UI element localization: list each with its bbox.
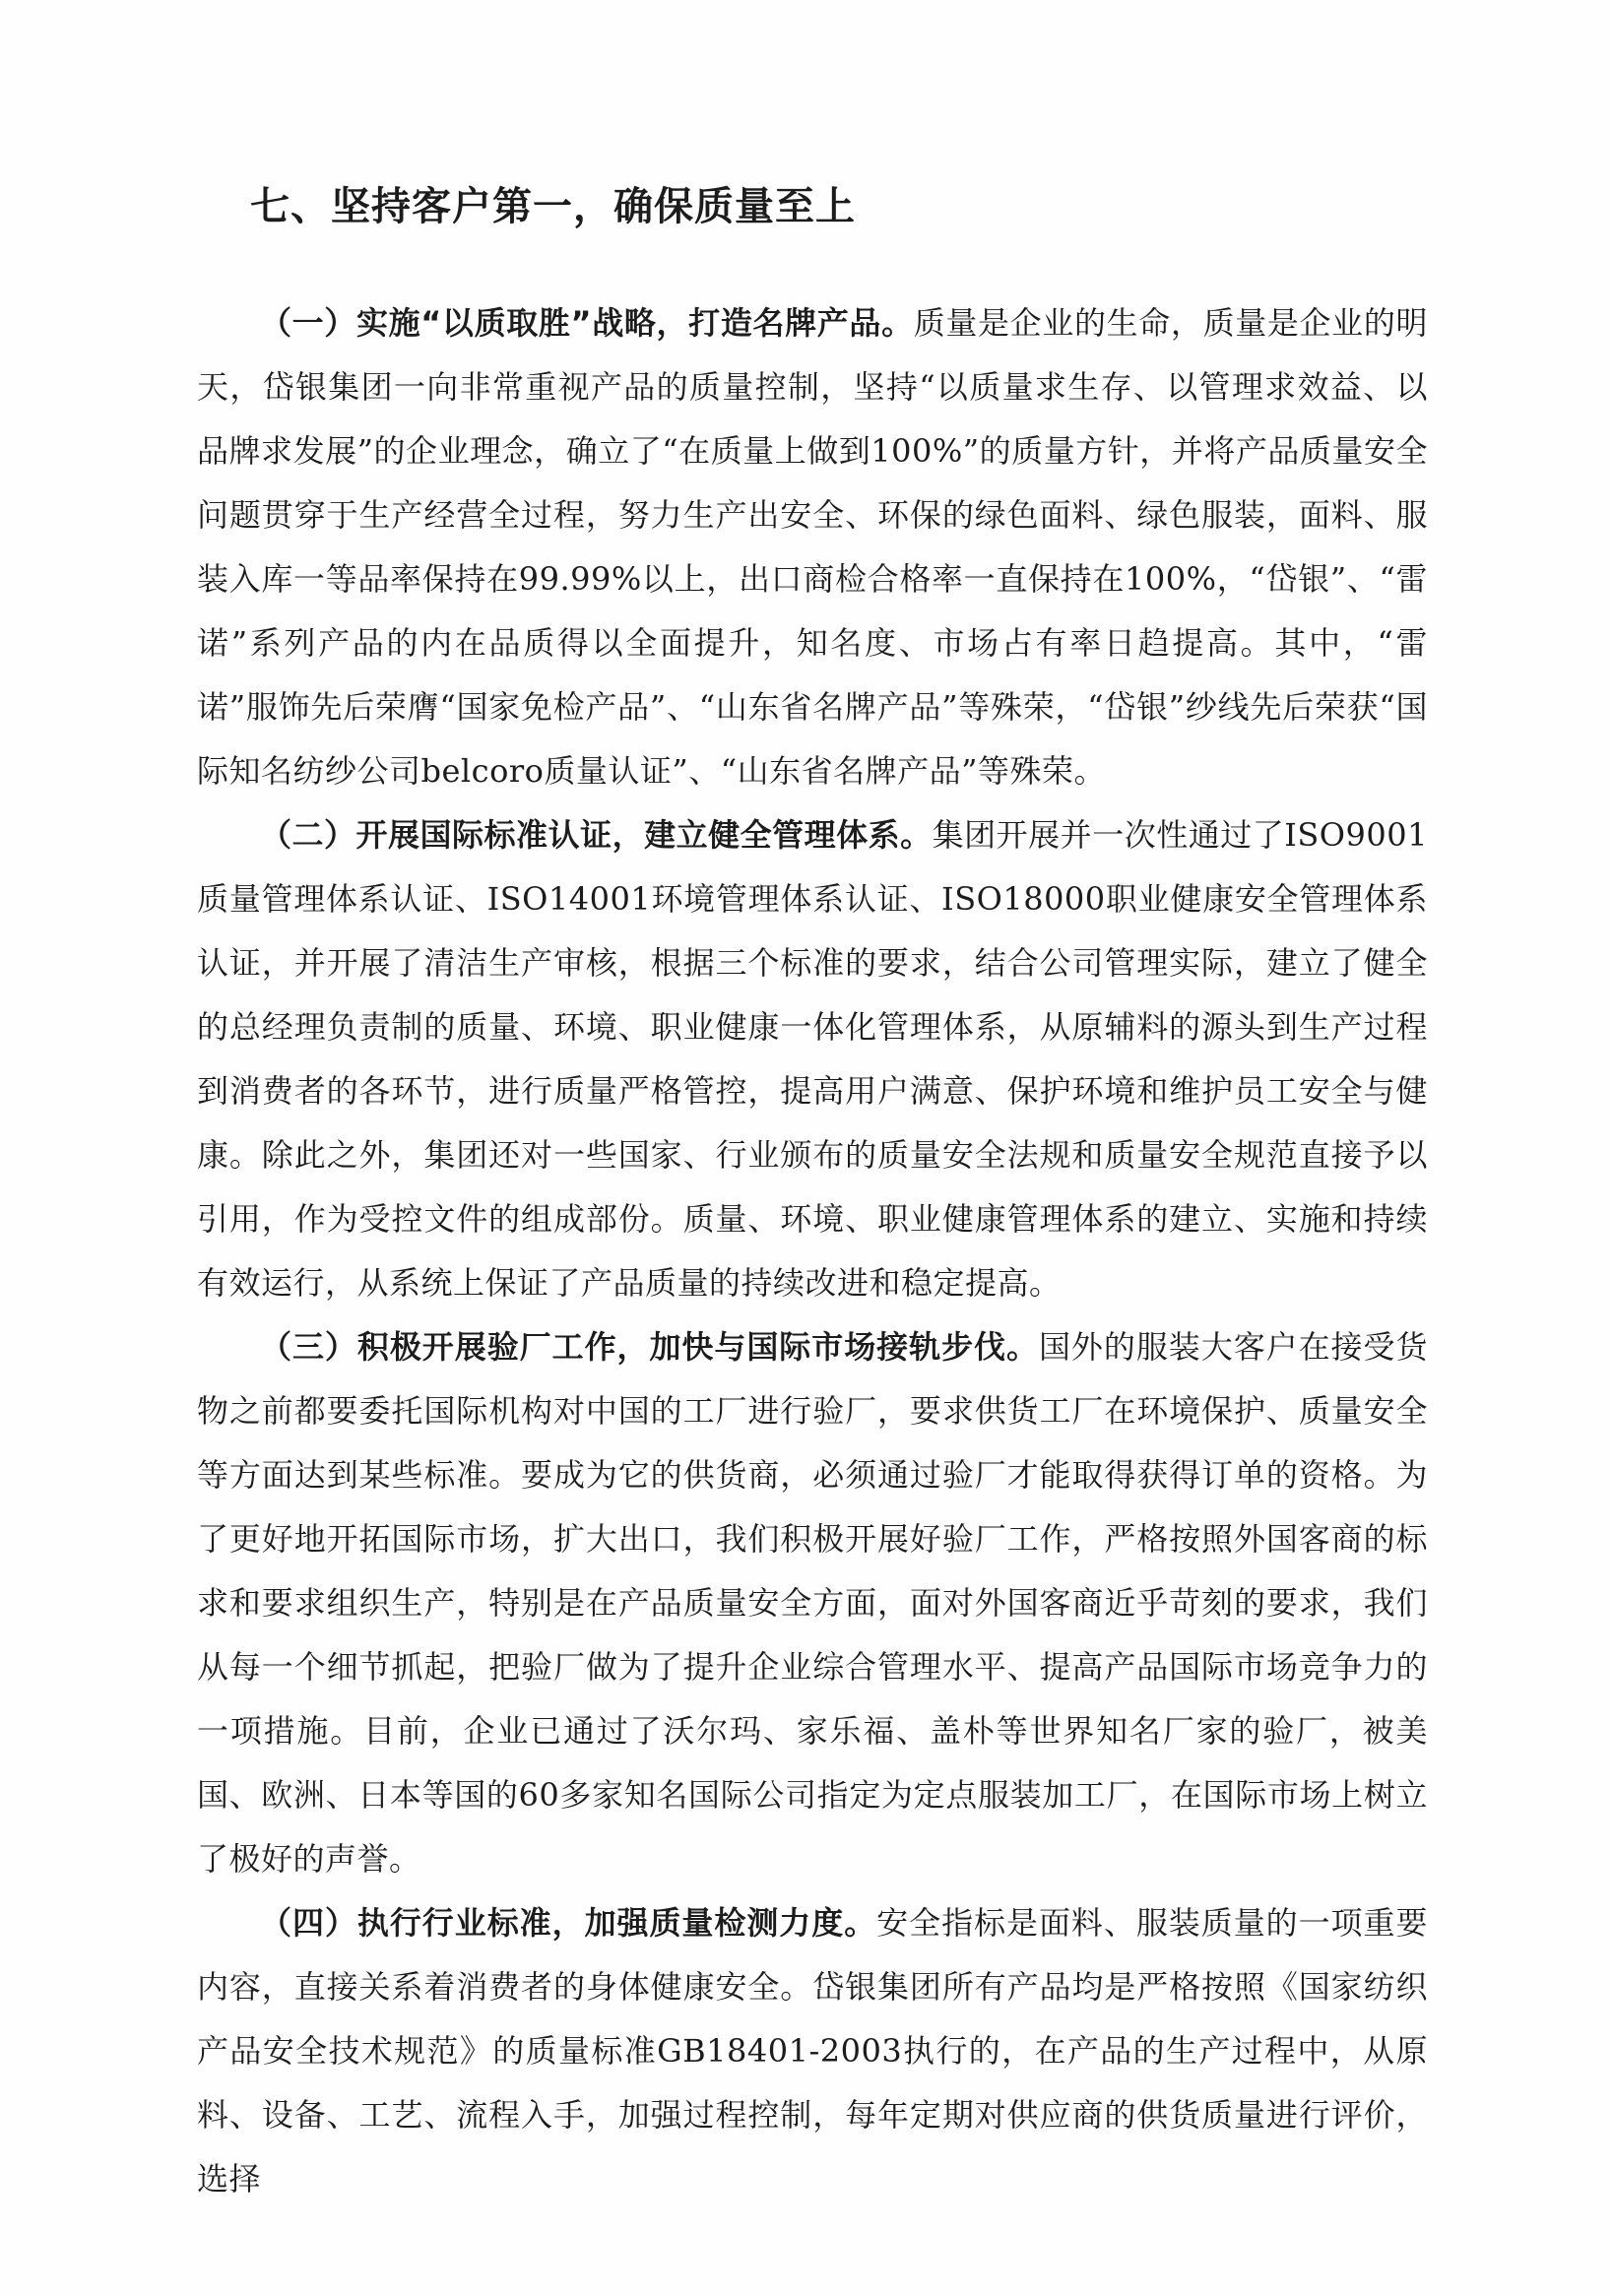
paragraph-lead: （三）积极开展验厂工作，加快与国际市场接轨步伐。 <box>260 1328 1039 1366</box>
paragraph-lead: （二）开展国际标准认证，建立健全管理体系。 <box>260 816 933 854</box>
paragraph-lead: （一）实施“以质取胜”战略，打造名牌产品。 <box>260 304 914 342</box>
paragraph-4 <box>197 1891 1428 2211</box>
paragraph-text: 安全指标是面料、服装质量的一项重要内容，直接关系着消费者的身体健康安全。岱银集团所有产品均是严格按照《国家纺织产品安全技术规范》的质量标准GB18401-2003执行的，在产品的生产过程中，从原料、设备、工艺、流程入手，加强过程控制，每年定期对供应商的供货质量进行评价，选择 <box>197 1904 1428 2198</box>
paragraph-1 <box>197 291 1428 803</box>
paragraph-lead: （四）执行行业标准，加强质量检测力度。 <box>260 1904 877 1942</box>
section-heading: 七、坚持客户第一，确保质量至上 <box>250 184 856 229</box>
paragraph-3 <box>197 1315 1428 1891</box>
paragraph-text: 质量是企业的生命，质量是企业的明天，岱银集团一向非常重视产品的质量控制，坚持“以质量求生存、以管理求效益、以品牌求发展”的企业理念，确立了“在质量上做到100%”的质量方针，并将产品质量安全问题贯穿于生产经营全过程，努力生产出安全、环保的绿色面料、绿色服装，面料、服装入库一等品率保持在99.99%以上，出口商检合格率一直保持在100%，“岱银”、“雷诺”系列产品的内在品质得以全面提升，知名度、市场占有率日趋提高。其中，“雷诺”服饰先后荣膺“国家免检产品”、“山东省名牌产品”等殊荣，“岱银”纱线先后荣获“国际知名纺纱公司belcoro质量认证”、“山东省名牌产品”等殊荣。 <box>197 304 1428 790</box>
paragraph-2 <box>197 803 1428 1315</box>
document-body <box>197 291 1428 2211</box>
paragraph-text: 国外的服装大客户在接受货物之前都要委托国际机构对中国的工厂进行验厂，要求供货工厂在环境保护、质量安全等方面达到某些标准。要成为它的供货商，必须通过验厂才能取得获得订单的资格。为了更好地开拓国际市场，扩大出口，我们积极开展好验厂工作，严格按照外国客商的标求和要求组织生产，特别是在产品质量安全方面，面对外国客商近乎苛刻的要求，我们从每一个细节抓起，把验厂做为了提升企业综合管理水平、提高产品国际市场竞争力的一项措施。目前，企业已通过了沃尔玛、家乐福、盖朴等世界知名厂家的验厂，被美国、欧洲、日本等国的60多家知名国际公司指定为定点服装加工厂，在国际市场上树立了极好的声誉。 <box>197 1328 1428 1878</box>
paragraph-text: 集团开展并一次性通过了ISO9001质量管理体系认证、ISO14001环境管理体系认证、ISO18000职业健康安全管理体系认证，并开展了清洁生产审核，根据三个标准的要求，结合公司管理实际，建立了健全的总经理负责制的质量、环境、职业健康一体化管理体系，从原辅料的源头到生产过程到消费者的各环节，进行质量严格管控，提高用户满意、保护环境和维护员工安全与健康。除此之外，集团还对一些国家、行业颁布的质量安全法规和质量安全规范直接予以引用，作为受控文件的组成部份。质量、环境、职业健康管理体系的建立、实施和持续有效运行，从系统上保证了产品质量的持续改进和稳定提高。 <box>197 816 1428 1302</box>
